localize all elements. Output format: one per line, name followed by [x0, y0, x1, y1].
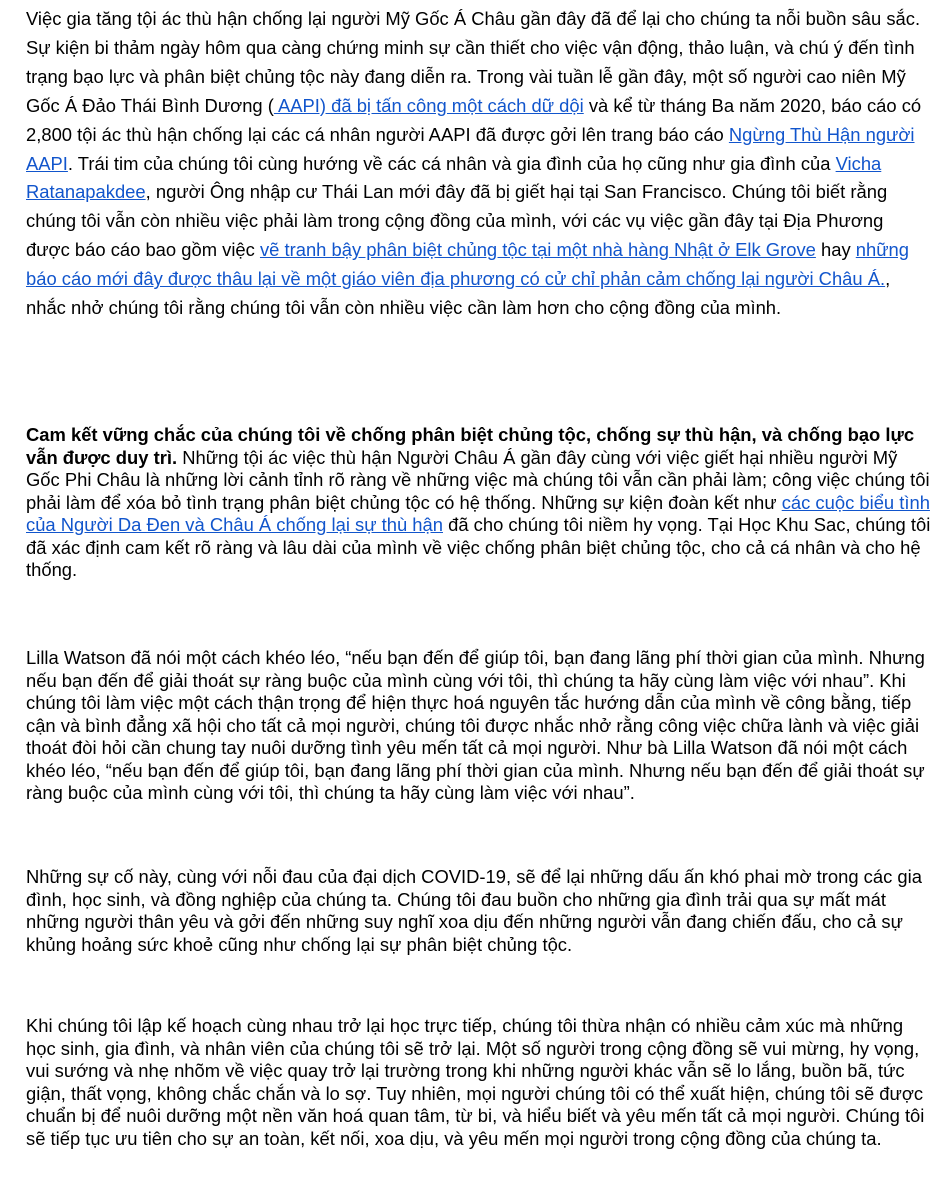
paragraph-intro — [26, 5, 931, 323]
intro-text-1: Việc gia tăng tội ác thù hận chống lại người Mỹ Gốc Á Châu gần đây đã để lại cho chúng ta nỗi buồn sâu sắc. Sự kiện bi thảm ngày hôm qua càng chứng minh sự cần thiết cho việc vận động, thảo luận, và chú ý đến tình trạng bạo lực và phân biệt chủng tộc này đang diễn ra. Trong vài tuần lễ gần đây, một số người cao niên Mỹ Gốc Á Đảo Thái Bình Dương ( — [26, 8, 921, 116]
paragraph-commitment — [26, 424, 931, 582]
link-aapi-attacks[interactable]: AAPI) đã bị tấn công một cách dữ dội — [273, 94, 584, 116]
intro-text-4: , người Ông nhập cư Thái Lan mới đây đã bị giết hại tại San Francisco. Chúng tôi biết rằng chúng tôi vẫn còn nhiều việc phải làm trong cộng đồng của mình, với các vụ việc gần đây tại Địa Phương được báo cáo bao gồm việc — [26, 181, 888, 261]
link-stop-aapi-hate[interactable]: Ngừng Thù Hận người AAPI — [26, 123, 915, 174]
commitment-heading: Cam kết vững chắc của chúng tôi về chống phân biệt chủng tộc, chống sự thù hận, và chống bạo lực vẫn được duy trì. — [26, 424, 915, 468]
intro-text-3: . Trái tim của chúng tôi cùng hướng về các cá nhân và gia đình của họ cũng như gia đình của — [67, 152, 836, 174]
paragraph-lilla-watson: Lilla Watson đã nói một cách khéo léo, “nếu bạn đến để giúp tôi, bạn đang lãng phí thời gian của mình. Nhưng nếu bạn đến để giải thoát sự ràng buộc của mình cùng với tôi, thì chúng ta hãy cùng làm việc với nhau”. Khi chúng tôi làm việc một cách thận trọng để hiện thực hoá nguyên tắc hướng dẫn của mình về công bằng, tiếp cận và bình đẳng xã hội cho tất cả mọi người, chúng tôi được nhắc nhở rằng công việc chữa lành và việc giải thoát đòi hỏi cần chung tay nuôi dưỡng tình yêu mến tất cả mọi người. Như bà Lilla Watson đã nói một cách khéo léo, “nếu bạn đến để giúp tôi, bạn đang lãng phí thời gian của mình. Nhưng nếu bạn đến để giải thoát sự ràng buộc của mình cùng với tôi, thì chúng ta hãy cùng làm việc với nhau”. — [26, 647, 925, 803]
intro-text-6: , nhắc nhở chúng tôi rằng chúng tôi vẫn còn nhiều việc cần làm hơn cho cộng đồng của mình. — [26, 268, 891, 319]
intro-text-5: hay — [815, 239, 856, 261]
paragraph-return-to-school: Khi chúng tôi lập kế hoạch cùng nhau trở lại học trực tiếp, chúng tôi thừa nhận có nhiều cảm xúc mà những học sinh, gia đình, và nhân viên của chúng tôi sẽ trở lại. Một số người trong cộng đồng sẽ vui mừng, hy vọng, vui sướng và nhẹ nhõm về việc quay trở lại trường trong khi những người khác vẫn sẽ lo lắng, buồn bã, tức giận, thất vọng, không chắc chắn và lo sợ. Tuy nhiên, mọi người chúng tôi có thể xuất hiện, chúng tôi sẽ được chuẩn bị để nuôi dưỡng một nền văn hoá quan tâm, từ bi, và hiểu biết và yêu mến tất cả mọi người. Chúng tôi sẽ tiếp tục ưu tiên cho sự an toàn, kết nối, xoa dịu, và yêu mến mọi người trong cộng đồng của chúng ta. — [26, 1015, 925, 1149]
commitment-text-1: Những tội ác việc thù hận Người Châu Á gần đây cùng với việc giết hại nhiều người Mỹ Gốc Phi Châu là những lời cảnh tỉnh rõ ràng về những việc mà chúng tôi vẫn cần phải làm; công việc chúng tôi phải làm để xóa bỏ tình trạng phân biệt chủng tộc có hệ thống. Những sự kiện đoàn kết như — [26, 446, 930, 513]
paragraph-covid: Những sự cố này, cùng với nỗi đau của đại dịch COVID-19, sẽ để lại những dấu ấn khó phai mờ trong các gia đình, học sinh, và đồng nghiệp của chúng ta. Chúng tôi đau buồn cho những gia đình trải qua sự mất mát những người thân yêu và gởi đến những suy nghĩ xoa dịu đến những người vẫn đang chiến đấu, cho cả sự khủng hoảng sức khoẻ cũng như chống lại sự phân biệt chủng tộc. — [26, 866, 922, 955]
link-black-asian-rallies[interactable]: các cuộc biểu tình của Người Da Đen và Châu Á chống lại sự thù hận — [26, 491, 930, 535]
commitment-text-2: đã cho chúng tôi niềm hy vọng. Tại Học Khu Sac, chúng tôi đã xác định cam kết rõ ràng và lâu dài của mình về việc chống phân biệt chủng tộc, cho cả cá nhân và cho hệ thống. — [26, 514, 931, 580]
link-teacher-report[interactable]: những báo cáo mới đây được thâu lại về một giáo viên địa phương có cử chỉ phản cảm chống lại người Châu Á. — [26, 239, 910, 290]
link-elk-grove-graffiti[interactable]: vẽ tranh bậy phân biệt chủng tộc tại một nhà hàng Nhật ở Elk Grove — [259, 239, 816, 261]
link-vicha-ratanapakdee[interactable]: Vicha Ratanapakdee — [26, 152, 882, 203]
intro-text-2: và kể từ tháng Ba năm 2020, báo cáo có 2,800 tội ác thù hận chống lại các cá nhân người AAPI đã được gởi lên trang báo cáo — [26, 94, 922, 145]
